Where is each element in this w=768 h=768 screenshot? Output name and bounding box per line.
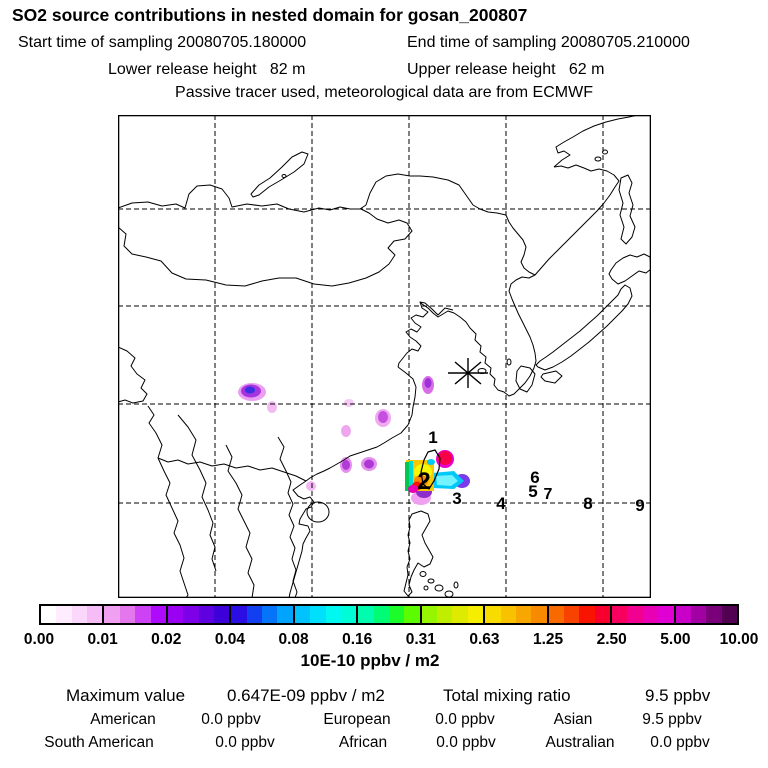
colorbar-tick-label: 0.63 xyxy=(469,631,500,648)
colorbar-tick-label: 0.04 xyxy=(214,631,245,648)
colorbar-cell xyxy=(658,606,673,623)
colorbar-segment xyxy=(420,606,483,623)
sampling-site-star-icon xyxy=(448,358,488,388)
colorbar-cell xyxy=(643,606,658,623)
colorbar-cell xyxy=(437,606,452,623)
region-value-south-american: 0.0 ppbv xyxy=(215,734,275,751)
plume-blob xyxy=(378,411,388,423)
colorbar-cell xyxy=(564,606,579,623)
site-marker-6: 6 xyxy=(530,468,540,487)
colorbar-cell xyxy=(389,606,404,623)
kyushu-island xyxy=(516,366,535,392)
colorbar-segment xyxy=(166,606,229,623)
coastline-east-china xyxy=(306,367,416,481)
page-title: SO2 source contributions in nested domain for gosan_200807 xyxy=(12,5,528,25)
upper-release-height-label: Upper release height 62 m xyxy=(407,61,605,78)
plume-blob xyxy=(364,460,374,469)
max-value: 0.647E-09 ppbv / m2 xyxy=(227,686,385,705)
plume-blob xyxy=(342,460,350,470)
colorbar-segment xyxy=(356,606,419,623)
visayas-island xyxy=(420,572,426,577)
region-value-american: 0.0 ppbv xyxy=(201,711,261,728)
region-label-south-american: South American xyxy=(44,734,154,751)
region-value-african: 0.0 ppbv xyxy=(436,734,496,751)
colorbar-cell xyxy=(579,606,594,623)
visayas-island xyxy=(435,585,443,591)
colorbar-cell xyxy=(516,606,531,623)
colorbar-cell xyxy=(549,606,564,623)
coastline-ne-asia-korea xyxy=(420,209,536,396)
colorbar-segment xyxy=(483,606,546,623)
colorbar-tick-label: 0.01 xyxy=(87,631,118,648)
coastline-bohai xyxy=(398,302,453,367)
hotspot-blob xyxy=(427,459,435,465)
visayas-island xyxy=(428,579,434,583)
colorbar-tick-label: 0.31 xyxy=(405,631,436,648)
colorbar-cell xyxy=(214,606,229,623)
plume-blob xyxy=(341,425,351,437)
region-label-european: European xyxy=(323,711,391,728)
colorbar-cell xyxy=(468,606,483,623)
colorbar-cell xyxy=(168,606,183,623)
colorbar-unit-label: 10E-10 ppbv / m2 xyxy=(300,651,440,670)
site-marker-8: 8 xyxy=(583,494,593,513)
colorbar-cell xyxy=(295,606,310,623)
site-marker-7: 7 xyxy=(543,486,553,503)
coastline-myanmar xyxy=(148,406,188,598)
region-label-australian: Australian xyxy=(545,734,615,751)
colorbar-cell xyxy=(722,606,737,623)
colorbar-cell xyxy=(262,606,277,623)
coastline-layer xyxy=(118,115,651,598)
region-value-european: 0.0 ppbv xyxy=(435,711,495,728)
region-value-asian: 9.5 ppbv xyxy=(642,711,702,728)
lake-baikal xyxy=(251,152,308,197)
coastline-russia-border xyxy=(118,174,480,212)
colorbar-cell xyxy=(531,606,546,623)
border-india xyxy=(118,347,147,403)
border-laos-vietnam xyxy=(278,437,297,598)
plume-blob xyxy=(306,481,316,491)
colorbar-cell xyxy=(199,606,214,623)
colorbar-cell xyxy=(691,606,706,623)
lower-release-height-label: Lower release height 82 m xyxy=(108,61,306,78)
colorbar-cell xyxy=(706,606,721,623)
border-thailand-laos xyxy=(226,445,254,598)
region-label-african: African xyxy=(338,734,388,751)
colorbar-tick-label: 2.50 xyxy=(596,631,627,648)
colorbar xyxy=(39,604,739,625)
visayas-island xyxy=(454,582,458,588)
colorbar-segment xyxy=(229,606,292,623)
colorbar-segment xyxy=(610,606,673,623)
luzon-island xyxy=(404,511,433,596)
baikal-island xyxy=(282,175,286,178)
plume-blob xyxy=(245,387,255,394)
colorbar-segment xyxy=(293,606,356,623)
colorbar-segment xyxy=(674,606,737,623)
colorbar-cell xyxy=(277,606,292,623)
colorbar-cell xyxy=(627,606,642,623)
colorbar-tick-label: 5.00 xyxy=(660,631,691,648)
plume-blob xyxy=(267,401,277,413)
colorbar-cell xyxy=(452,606,467,623)
visayas-island xyxy=(445,591,453,597)
colorbar-cell xyxy=(87,606,102,623)
map-panel xyxy=(118,115,651,598)
hokkaido-island xyxy=(609,254,651,284)
colorbar-tick-label: 0.02 xyxy=(151,631,182,648)
colorbar-cell xyxy=(374,606,389,623)
start-time-label: Start time of sampling 20080705.180000 xyxy=(18,34,307,51)
visayas-island xyxy=(424,586,428,590)
tracer-note: Passive tracer used, meteorological data are from ECMWF xyxy=(175,84,593,101)
colorbar-cell xyxy=(135,606,150,623)
colorbar-cell xyxy=(41,606,56,623)
coastline-okhotsk-ne xyxy=(554,115,638,167)
total-mixing-ratio-value: 9.5 ppbv xyxy=(645,686,711,705)
site-marker-4: 4 xyxy=(496,494,506,513)
plume-blob xyxy=(344,399,354,407)
colorbar-cell xyxy=(56,606,71,623)
border-myanmar-thailand xyxy=(178,415,216,571)
colorbar-cell xyxy=(326,606,341,623)
colorbar-segment xyxy=(547,606,610,623)
colorbar-tick-label: 0.00 xyxy=(23,631,55,648)
colorbar-cell xyxy=(247,606,262,623)
plume-blob-layer xyxy=(238,376,434,491)
region-value-australian: 0.0 ppbv xyxy=(650,734,710,751)
hainan-island xyxy=(307,502,329,522)
max-value-label: Maximum value xyxy=(66,686,186,705)
colorbar-segment xyxy=(41,606,102,623)
hotspot-blob xyxy=(405,462,409,491)
site-marker-2: 2 xyxy=(417,468,431,495)
colorbar-segment xyxy=(102,606,165,623)
colorbar-tick-label: 0.08 xyxy=(278,631,309,648)
colorbar-cell xyxy=(595,606,610,623)
site-marker-9: 9 xyxy=(635,496,645,515)
end-time-label: End time of sampling 20080705.210000 xyxy=(407,34,690,51)
colorbar-cell xyxy=(676,606,691,623)
map-svg xyxy=(118,115,651,598)
colorbar-cell xyxy=(120,606,135,623)
colorbar-cell xyxy=(104,606,119,623)
colorbar-cell xyxy=(231,606,246,623)
site-marker-3: 3 xyxy=(452,489,462,508)
colorbar-cell xyxy=(485,606,500,623)
colorbar-tick-label: 1.25 xyxy=(532,631,564,648)
colorbar-cell xyxy=(310,606,325,623)
colorbar-cell xyxy=(612,606,627,623)
colorbar-cell xyxy=(404,606,419,623)
site-marker-5: 5 xyxy=(528,482,538,501)
coastline-primorye-okhotsk xyxy=(535,165,619,275)
colorbar-cell xyxy=(151,606,166,623)
colorbar-tick-label: 0.16 xyxy=(342,631,373,648)
tsushima-island xyxy=(507,359,511,365)
site-marker-1: 1 xyxy=(428,428,438,447)
honshu-island xyxy=(536,285,632,370)
plume-blob xyxy=(425,378,432,388)
region-label-american: American xyxy=(90,711,156,728)
colorbar-cell xyxy=(422,606,437,623)
colorbar-cell xyxy=(501,606,516,623)
shikoku-island xyxy=(541,371,562,383)
colorbar-tick-label: 10.00 xyxy=(719,631,759,648)
total-mixing-ratio-label: Total mixing ratio xyxy=(443,686,571,705)
colorbar-cell xyxy=(341,606,356,623)
shantar-island xyxy=(595,157,601,161)
region-label-asian: Asian xyxy=(553,711,593,728)
colorbar-cell xyxy=(358,606,373,623)
colorbar-cell xyxy=(183,606,198,623)
border-mongolia xyxy=(118,209,412,286)
colorbar-cell xyxy=(72,606,87,623)
colorbar-tick-labels xyxy=(23,631,759,649)
